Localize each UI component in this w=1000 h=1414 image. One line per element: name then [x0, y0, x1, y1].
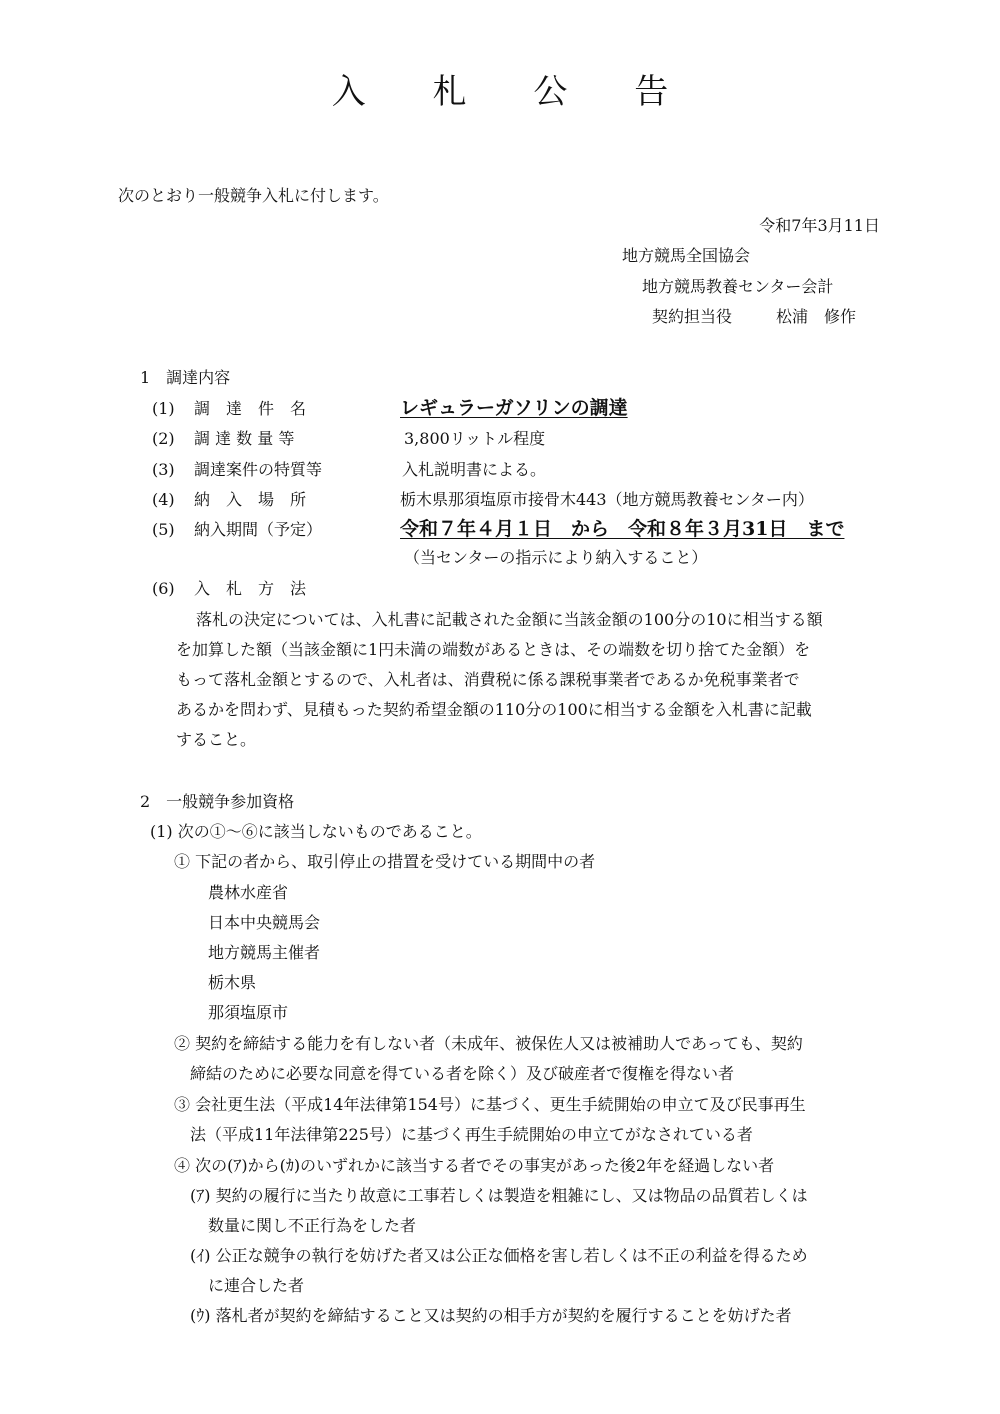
list-item: 日本中央競馬会	[208, 913, 321, 932]
section1-heading: 1 調達内容	[140, 368, 231, 387]
item-label: 調 達 件 名	[194, 399, 307, 418]
method-line: すること。	[176, 730, 257, 749]
item-value: 入札説明書による。	[402, 460, 547, 479]
item-label: 調 達 数 量 等	[194, 429, 295, 448]
qualification-item-1: ① 下記の者から、取引停止の措置を受けている期間中の者	[174, 852, 596, 871]
method-line: もって落札金額とするので、入札者は、消費税に係る課税事業者であるか免税事業者で	[176, 670, 800, 689]
issuer-dept: 地方競馬教養センター会計	[642, 277, 834, 296]
sub-item-a-cont: 数量に関し不正行為をした者	[208, 1216, 417, 1235]
item-label: 納入期間（予定）	[194, 520, 323, 539]
page-title: 入 札 公 告	[331, 72, 697, 112]
item-number: (5)	[152, 520, 175, 539]
qualification-item-3-cont: 法（平成11年法律第225号）に基づく再生手続開始の申立てがなされている者	[190, 1125, 753, 1144]
procurement-title: レギュラーガソリンの調達	[400, 397, 628, 419]
item-number: (6)	[152, 579, 175, 598]
item-value: 3,800リットル程度	[404, 429, 546, 448]
method-line: を加算した額（当該金額に1円未満の端数があるときは、その端数を切り捨てた金額）を	[176, 640, 811, 659]
method-line: あるかを問わず、見積もった契約希望金額の110分の100に相当する金額を入札書に記載	[176, 700, 812, 719]
sub-item-b-cont: に連合した者	[208, 1276, 305, 1295]
item-label: 納 入 場 所	[194, 490, 307, 509]
item-number: (4)	[152, 490, 175, 509]
qualification-item-2: ② 契約を締結する能力を有しない者（未成年、被保佐人又は被補助人であっても、契約	[174, 1034, 803, 1053]
delivery-period: 令和７年４月１日 から 令和８年３月31日 まで	[400, 518, 845, 540]
qualification-item-3: ③ 会社更生法（平成14年法律第154号）に基づく、更生手続開始の申立て及び民事再生	[174, 1095, 806, 1114]
item-value: 栃木県那須塩原市接骨木443（地方競馬教養センター内）	[400, 490, 814, 509]
intro-text: 次のとおり一般競争入札に付します。	[118, 186, 389, 205]
list-item: 栃木県	[208, 973, 257, 992]
issuer-org: 地方競馬全国協会	[622, 246, 751, 265]
qualification-intro: (1) 次の①～⑥に該当しないものであること。	[150, 822, 482, 841]
qualification-item-2-cont: 締結のために必要な同意を得ている者を除く）及び破産者で復権を得ない者	[190, 1064, 735, 1083]
item-number: (2)	[152, 429, 175, 448]
issuer-officer-role: 契約担当役	[652, 307, 733, 326]
delivery-note: （当センターの指示により納入すること）	[404, 548, 708, 567]
list-item: 那須塩原市	[208, 1003, 289, 1022]
qualification-item-4: ④ 次の(ｱ)から(ｶ)のいずれかに該当する者でその事実があった後2年を経過しない者	[174, 1156, 775, 1175]
list-item: 地方競馬主催者	[208, 943, 321, 962]
sub-item-b: (ｲ) 公正な競争の執行を妨げた者又は公正な価格を害し若しくは不正の利益を得るため	[190, 1246, 808, 1265]
issuer-officer-name: 松浦 修作	[776, 307, 857, 326]
method-line: 落札の決定については、入札書に記載された金額に当該金額の100分の10に相当する額	[196, 610, 823, 629]
item-number: (1)	[152, 399, 175, 418]
list-item: 農林水産省	[208, 883, 289, 902]
item-label: 調達案件の特質等	[194, 460, 323, 479]
notice-date: 令和7年3月11日	[759, 216, 880, 235]
item-label: 入 札 方 法	[194, 579, 307, 598]
section2-heading: 2 一般競争参加資格	[140, 792, 295, 811]
item-number: (3)	[152, 460, 175, 479]
sub-item-a: (ｱ) 契約の履行に当たり故意に工事若しくは製造を粗雑にし、又は物品の品質若しくは	[190, 1186, 808, 1205]
sub-item-c: (ｳ) 落札者が契約を締結すること又は契約の相手方が契約を履行することを妨げた者	[190, 1306, 792, 1325]
